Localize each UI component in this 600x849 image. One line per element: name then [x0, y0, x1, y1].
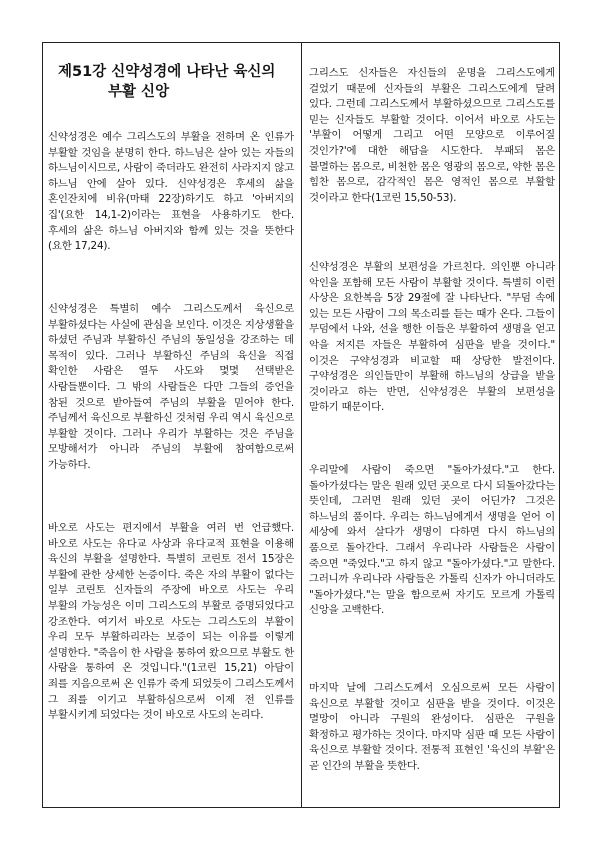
- paragraph-left-3: 바오로 사도는 편지에서 부활을 여러 번 언급했다. 바오로 사도는 유다교 사상과 유다교적 표현을 이용해 육신의 부활을 설명한다. 특별히 코린토 전서 15장은 부활에 관한 상세한 논증이다. 죽은 자의 부활이 없다는 일부 코린토 신자들의 주장에 바오로 사도는 우리 부활의 가능성은 이미 그리스도의 부활로 증명되었다고 강조한다. 여기서 바오로 사도는 그리스도의 부활이 우리 모두 부활하리라는 보증이 되는 이유를 이렇게 설명한다. "죽음이 한 사람을 통하여 왔으므로 부활도 한 사람을 통하여 온 것입니다."(1코린 15,21) 아담이 죄를 지음으로써 온 인류가 죽게 되었듯이 그리스도께서 그 죄를 이기고 부활하심으로써 이제 전 인류를 부활시키게 되었다는 것이 바오로 사도의 논리다.: [48, 522, 294, 722]
- paragraph-right-3: 우리말에 사람이 죽으면 "돌아가셨다."고 한다. 돌아가셨다는 말은 원래 있던 곳으로 다시 되돌아갔다는 뜻인데, 그러면 원래 있던 곳이 어딘가? 그것은 하느님의 품이다. 우리는 하느님에게서 생명을 얻어 이 세상에 와서 살다가 생명이 다하면 다시 하느님의 품으로 돌아간다. 그래서 우리나라 사람들은 사람이 죽으면 "죽었다."고 하지 않고 "돌아가셨다."고 말한다. 그러니까 우리나라 사람들은 가톨릭 신자가 아니더라도 "돌아가셨다."는 말을 함으로써 자기도 모르게 가톨릭 신앙을 고백한다.: [309, 464, 555, 617]
- title-line-1: 제51강 신약성경에 나타난 육신의: [58, 64, 276, 80]
- article-title: [58, 62, 298, 102]
- column-divider: [301, 42, 302, 808]
- title-line-2: 부활 신앙: [108, 84, 170, 100]
- paragraph-left-2: 신약성경은 특별히 예수 그리스도께서 육신으로 부활하셨다는 사실에 관심을 보인다. 이것은 지상생활을 하셨던 주님과 부활하신 주님의 동일성을 강조하는 데 목적이 있다. 그러나 부활하신 주님의 육신을 직접 확인한 사람은 열두 사도와 몇몇 선택받은 사람들뿐이다. 그 밖의 사람들은 다만 그들의 증언을 참된 것으로 받아들여 주님의 부활을 믿어야 한다. 주님께서 육신으로 부활하신 것처럼 우리 역시 육신으로 부활할 것이다. 그러나 우리가 부활하는 것은 주님을 모방해서가 아니라 주님의 부활에 참여함으로써 가능하다.: [48, 303, 294, 471]
- paragraph-right-4: 마지막 날에 그리스도께서 오심으로써 모든 사람이 육신으로 부활할 것이고 심판을 받을 것이다. 이것은 멸망이 아니라 구원의 완성이다. 심판은 구원을 확정하고 평가하는 것이다. 마지막 심판 때 모든 사람이 육신으로 부활할 것이다. 전통적 표현인 '육신의 부활'은 곧 인간의 부활을 뜻한다.: [309, 682, 555, 772]
- paragraph-right-1: 그리스도 신자들은 자신들의 운명을 그리스도에게 걸었기 때문에 신자들의 부활은 그리스도에게 달려 있다. 그런데 그리스도께서 부활하셨으므로 그리스도를 믿는 신자들도 부활할 것이다. 이어서 바오로 사도는 '부활이 어떻게 그리고 어떤 모양으로 이루어질 것인가?'에 대한 해답을 시도한다. 부패되 몸은 불멸하는 몸으로, 비천한 몸은 영광의 몸으로, 약한 몸은 힘찬 몸으로, 감각적인 몸은 영적인 몸으로 부활할 것이라고 한다(1코린 15,50-53).: [309, 67, 555, 204]
- paragraph-right-2: 신약성경은 부활의 보편성을 가르친다. 의인뿐 아니라 악인을 포함해 모든 사람이 부활할 것이다. 특별히 이런 사상은 요한복음 5장 29절에 잘 나타난다. "무덤 속에 있는 모든 사람이 그의 목소리를 듣는 때가 온다. 그들이 무덤에서 나와, 선을 행한 이들은 부활하여 생명을 얻고 악을 저지른 자들은 부활하여 심판을 받을 것이다." 이것은 구약성경과 비교할 때 상당한 발전이다. 구약성경은 의인들만이 부활해 하느님의 상급을 받을 것이라고 하는 반면, 신약성경은 부활의 보편성을 말하기 때문이다.: [309, 261, 555, 414]
- paragraph-left-1: 신약성경은 예수 그리스도의 부활을 전하며 온 인류가 부활할 것임을 분명히 한다. 하느님은 살아 있는 자들의 하느님이시므로, 사람이 죽더라도 완전히 사라지지 않고 하느님 안에 살아 있다. 신약성경은 후세의 삶을 혼인잔치에 비유(마태 22장)하기도 하고 '아버지의 집'(요한 14,1-2)이라는 표현을 사용하기도 한다. 후세의 삶은 하느님 아버지와 함께 있는 것을 뜻한다(요한 17,24).: [48, 131, 294, 253]
